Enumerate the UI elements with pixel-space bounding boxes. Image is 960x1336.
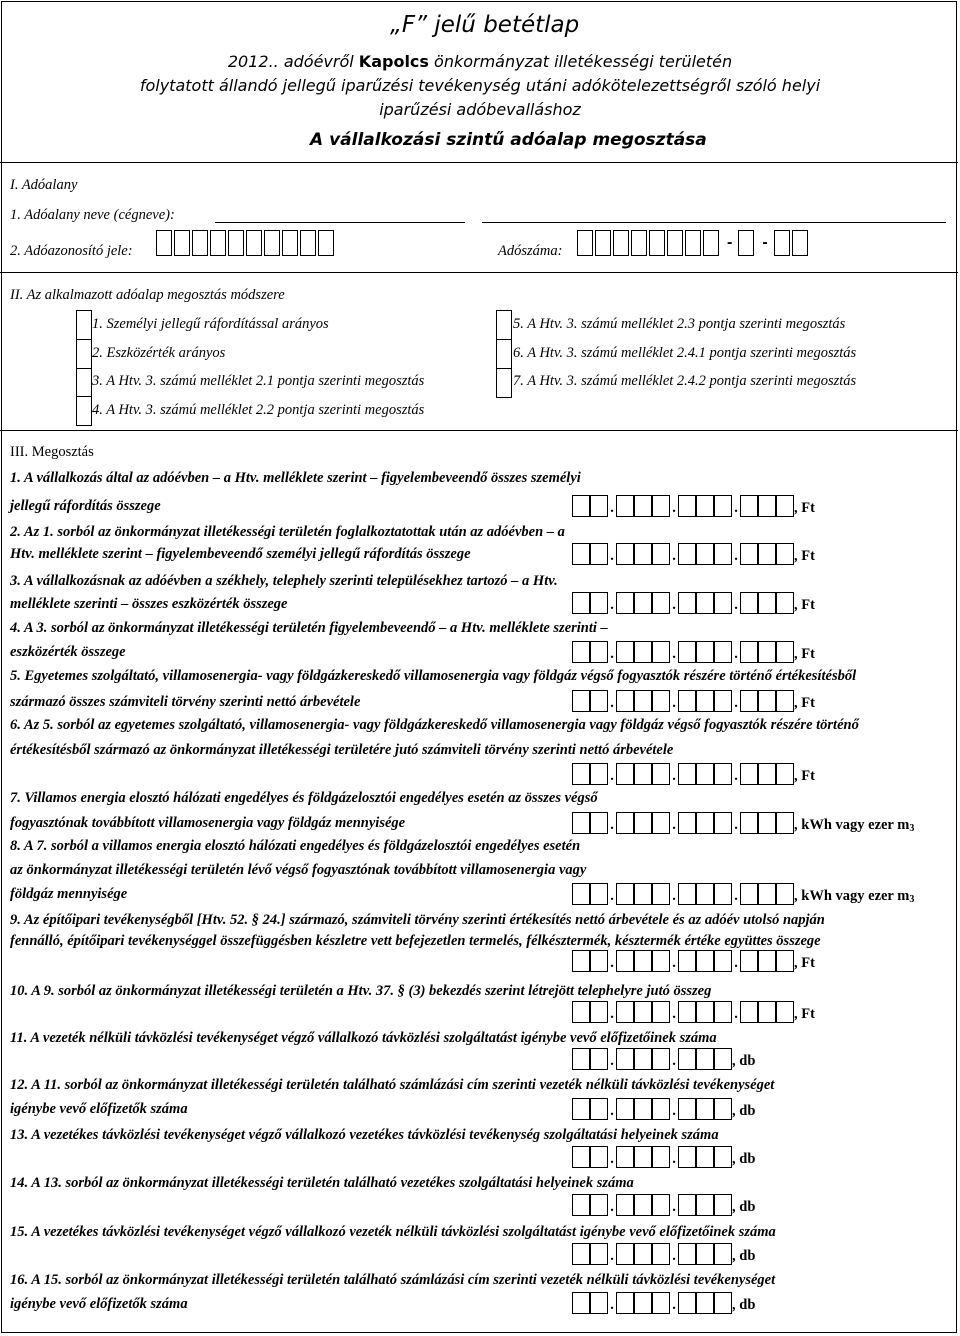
allocation-row-5-text: származó összes számviteli törvény szerinti nettó árbevétele: [10, 694, 361, 710]
header-line-1: [0, 52, 960, 71]
allocation-row-3-text: 3. A vállalkozásnak az adóévben a székhely, telephely szerinti településekhez tartozó – a Htv.: [10, 573, 558, 589]
method-2-checkbox[interactable]: [76, 339, 92, 369]
allocation-row-5-text: 5. Egyetemes szolgáltató, villamosenergia- vagy földgázkereskedő villamosenergia vagy földgáz végső fogyasztók részére történő értékesítésből: [10, 668, 857, 684]
unit-label: , Ft: [794, 500, 815, 516]
header-line-3: iparűzési adóbevalláshoz: [379, 100, 581, 119]
allocation-row-1-value-boxes[interactable]: . . . , Ft: [572, 495, 815, 517]
allocation-row-9-value-boxes[interactable]: . . . , Ft: [572, 950, 815, 972]
divider: [0, 162, 958, 163]
method-2-label: 2. Eszközérték arányos: [92, 345, 226, 361]
allocation-row-6-value-boxes[interactable]: . . . , Ft: [572, 763, 815, 785]
allocation-row-11-value-boxes[interactable]: . . , db: [572, 1048, 755, 1070]
allocation-row-1-text: jellegű ráfordítás összege: [10, 498, 161, 514]
section-1-heading: I. Adóalany: [10, 177, 78, 193]
allocation-row-3-value-boxes[interactable]: . . . , Ft: [572, 592, 815, 614]
allocation-row-13-value-boxes[interactable]: . . , db: [572, 1146, 755, 1168]
allocation-row-8-text: 8. A 7. sorból a villamos energia elosztó hálózati engedélyes és földgázelosztói engedélyes esetén: [10, 838, 581, 854]
allocation-row-5-value-boxes[interactable]: . . . , Ft: [572, 690, 815, 712]
allocation-row-4-value-boxes[interactable]: . . . , Ft: [572, 641, 815, 663]
allocation-row-15-text: 15. A vezetékes távközlési tevékenységet végző vállalkozó vezeték nélküli távközlési szolgáltatást igénybe vevő előfizetőinek száma: [10, 1224, 776, 1240]
unit-superscript: 3: [909, 823, 915, 834]
tax-number-dash: -: [727, 234, 733, 251]
unit-label: , db: [732, 1103, 756, 1119]
allocation-row-12-value-boxes[interactable]: . . , db: [572, 1098, 755, 1120]
header-line-1-suffix: önkormányzat illetékességi területén: [434, 52, 733, 71]
method-7-label: 7. A Htv. 3. számú melléklet 2.4.2 pontja szerinti megosztás: [513, 373, 857, 389]
allocation-row-4-text: 4. A 3. sorból az önkormányzat illetékességi területén figyelembeveendő – a Htv. melléklete szerinti –: [10, 620, 608, 636]
unit-label: , kWh vagy ezer m: [794, 888, 910, 904]
allocation-row-8-value-boxes[interactable]: . . . , kWh vagy ezer m3: [572, 883, 914, 905]
unit-superscript: 3: [909, 894, 915, 905]
allocation-row-2-value-boxes[interactable]: . . . , Ft: [572, 543, 815, 565]
unit-label: , kWh vagy ezer m: [794, 817, 910, 833]
unit-label: , Ft: [794, 597, 815, 613]
method-1-checkbox[interactable]: [76, 310, 92, 340]
allocation-row-9-text: fennálló, építőipari tevékenységgel összefüggésben készletre vett befejezetlen termelés, félkésztermék, késztermék értéke együttes összege: [10, 933, 821, 949]
allocation-row-14-text: 14. A 13. sorból az önkormányzat illetékességi területén található vezetékes szolgáltatási helyeinek száma: [10, 1175, 634, 1191]
tax-number-boxes[interactable]: [577, 230, 810, 256]
header-municipality: Kapolcs: [358, 52, 429, 71]
method-3-label: 3. A Htv. 3. számú melléklet 2.1 pontja szerinti megosztás: [92, 373, 425, 389]
header-year: 2012.. adóévről: [227, 52, 354, 71]
allocation-row-11-text: 11. A vezeték nélküli távközlési tevékenységet végző vállalkozó távközlési szolgáltatást igénybe vevő előfizetőinek száma: [10, 1030, 717, 1046]
allocation-row-7-text: 7. Villamos energia elosztó hálózati engedélyes és földgázelosztói engedélyes esetén az összes végső: [10, 790, 598, 806]
method-5-label: 5. A Htv. 3. számú melléklet 2.3 pontja szerinti megosztás: [513, 316, 846, 332]
unit-label: , Ft: [794, 548, 815, 564]
method-6-label: 6. A Htv. 3. számú melléklet 2.4.1 pontja szerinti megosztás: [513, 345, 857, 361]
allocation-row-8-text: az önkormányzat illetékességi területén lévő végső fogyasztónak továbbított villamosenergia vagy: [10, 862, 587, 878]
allocation-row-12-text: 12. A 11. sorból az önkormányzat illetékességi területén található számlázási cím szerinti vezeték nélküli távközlési tevékenységet: [10, 1077, 775, 1093]
section-2-heading: II. Az alkalmazott adóalap megosztás módszere: [10, 287, 285, 303]
header-line-2: folytatott állandó jellegű iparűzési tevékenység utáni adókötelezettségről szóló helyi: [139, 76, 821, 95]
divider: [0, 430, 958, 431]
allocation-row-6-text: értékesítésből származó az önkormányzat illetékességi területére jutó számviteli törvény szerinti nettó árbevétele: [10, 742, 674, 758]
allocation-row-7-text: fogyasztónak továbbított villamosenergia vagy földgáz mennyisége: [10, 815, 406, 831]
unit-label: , Ft: [794, 646, 815, 662]
allocation-row-10-value-boxes[interactable]: . . . , Ft: [572, 1001, 815, 1023]
method-1-label: 1. Személyi jellegű ráfordítással arányos: [92, 316, 329, 332]
taxpayer-name-field-cont[interactable]: [482, 222, 946, 223]
method-6-checkbox[interactable]: [496, 339, 512, 369]
page-title: „F” jelű betétlap: [390, 12, 580, 38]
taxpayer-name-field[interactable]: [215, 222, 465, 223]
unit-label: , db: [732, 1248, 756, 1264]
allocation-row-16-text: igénybe vevő előfizetők száma: [10, 1296, 188, 1312]
method-7-checkbox[interactable]: [496, 368, 512, 398]
allocation-row-14-value-boxes[interactable]: . . , db: [572, 1194, 755, 1216]
divider: [0, 272, 958, 273]
allocation-row-4-text: eszközérték összege: [10, 644, 126, 660]
allocation-row-9-text: 9. Az építőipari tevékenységből [Htv. 52. § 24.] származó, számviteli törvény szerinti értékesítés nettó árbevétele és az adóév utolsó napján: [10, 912, 825, 928]
allocation-row-15-value-boxes[interactable]: . . , db: [572, 1243, 755, 1265]
section-3-heading: III. Megosztás: [10, 444, 94, 460]
allocation-row-10-text: 10. A 9. sorból az önkormányzat illetékességi területén a Htv. 37. § (3) bekezdés szerint létrejött telephelyre jutó összeg: [10, 983, 712, 999]
method-4-label: 4. A Htv. 3. számú melléklet 2.2 pontja szerinti megosztás: [92, 402, 425, 418]
allocation-row-16-value-boxes[interactable]: . . , db: [572, 1292, 755, 1314]
allocation-row-7-value-boxes[interactable]: . . . , kWh vagy ezer m3: [572, 812, 914, 834]
unit-label: , db: [732, 1053, 756, 1069]
tax-number-dash: -: [762, 234, 768, 251]
allocation-row-8-text: földgáz mennyisége: [10, 886, 128, 902]
allocation-row-6-text: 6. Az 5. sorból az egyetemes szolgáltató, villamosenergia- vagy földgázkereskedő villamosenergia vagy földgáz végső fogyasztók részére történő: [10, 717, 859, 733]
allocation-row-2-text: 2. Az 1. sorból az önkormányzat illetékességi területén foglalkoztatottak után az adóévben – a: [10, 524, 565, 540]
method-4-checkbox[interactable]: [76, 396, 92, 426]
unit-label: , db: [732, 1151, 756, 1167]
unit-label: , db: [732, 1199, 756, 1215]
taxpayer-name-label: 1. Adóalany neve (cégneve):: [10, 207, 175, 223]
unit-label: , Ft: [794, 695, 815, 711]
allocation-row-3-text: melléklete szerinti – összes eszközérték összege: [10, 596, 288, 612]
allocation-row-16-text: 16. A 15. sorból az önkormányzat illetékességi területén található számlázási cím szerinti vezeték nélküli távközlési tevékenységet: [10, 1272, 776, 1288]
allocation-row-1-text: 1. A vállalkozás által az adóévben – a Htv. melléklete szerint – figyelembeveendő összes személyi: [10, 470, 581, 486]
tax-id-boxes[interactable]: [156, 230, 336, 256]
tax-number-label: Adószáma:: [498, 243, 563, 259]
allocation-row-13-text: 13. A vezetékes távközlési tevékenységet végző vállalkozó vezetékes távközlési tevékenység szolgáltatási helyeinek száma: [10, 1127, 719, 1143]
allocation-row-2-text: Htv. melléklete szerint – figyelembeveendő személyi jellegű ráfordítás összege: [10, 546, 471, 562]
unit-label: , db: [732, 1297, 756, 1313]
unit-label: , Ft: [794, 1006, 815, 1022]
unit-label: , Ft: [794, 955, 815, 971]
method-5-checkbox[interactable]: [496, 310, 512, 340]
tax-id-label: 2. Adóazonosító jele:: [10, 243, 133, 259]
unit-label: , Ft: [794, 768, 815, 784]
allocation-row-12-text: igénybe vevő előfizetők száma: [10, 1101, 188, 1117]
method-3-checkbox[interactable]: [76, 368, 92, 398]
header-line-4: A vállalkozási szintű adóalap megosztása: [310, 130, 707, 150]
